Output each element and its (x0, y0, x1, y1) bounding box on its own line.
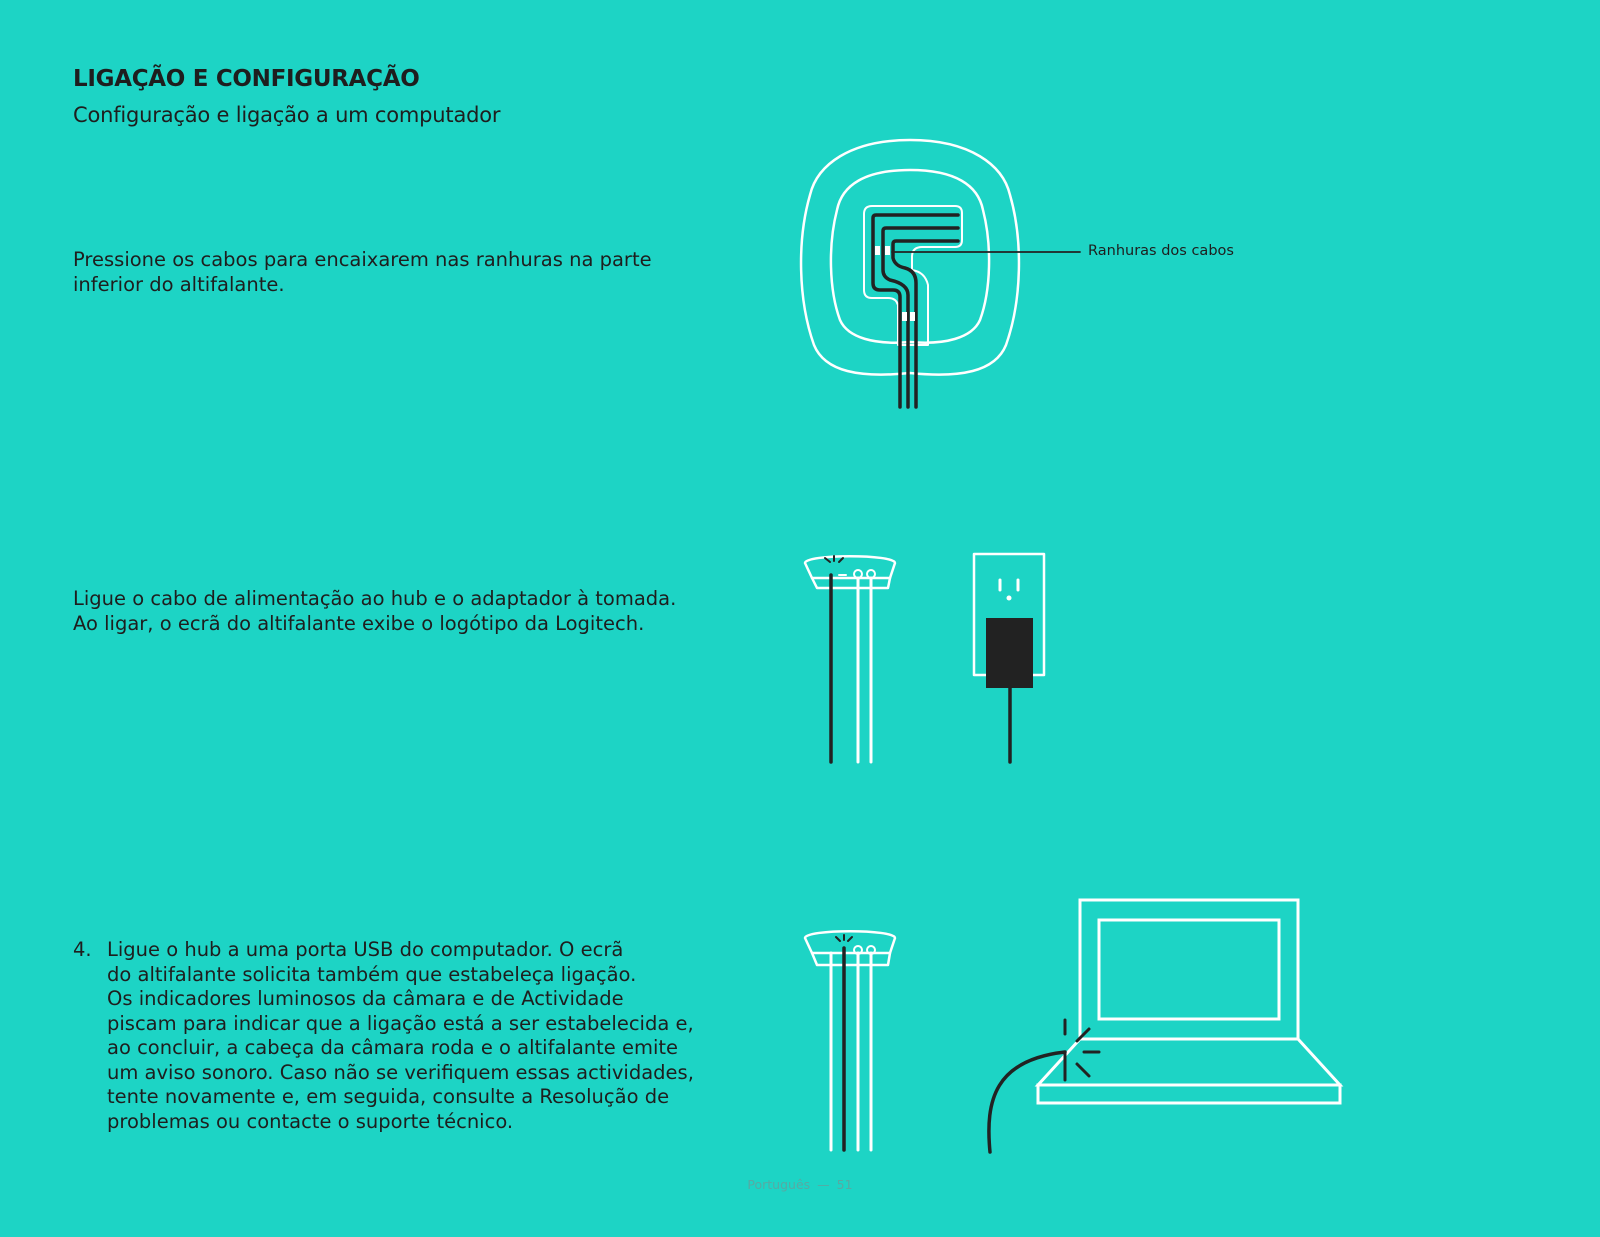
hub-usb-illustration (805, 931, 895, 1150)
step-1-line: inferior do altifalante. (73, 272, 285, 296)
step-2-line: Ao ligar, o ecrã do altifalante exibe o logótipo da Logitech. (73, 611, 645, 635)
cable-slot-marker (910, 312, 915, 321)
step-4-line: um aviso sonoro. Caso não se verifiquem essas actividades, (107, 1060, 694, 1084)
wall-outlet-illustration (974, 554, 1044, 762)
led-blink-icon (839, 558, 843, 562)
hub-base (812, 953, 890, 965)
speaker-underside-illustration (801, 140, 1080, 407)
cable-slots-callout: Ranhuras dos cabos (1088, 243, 1234, 259)
step-4-line: Os indicadores luminosos da câmara e de Actividade (107, 987, 624, 1010)
hub-illustration (805, 556, 895, 762)
led-blink-icon (836, 937, 840, 941)
step-4-line: ao concluir, a cabeça da câmara roda e o altifalante emite (107, 1036, 679, 1059)
laptop-display (1099, 920, 1279, 1019)
outlet-ground (1007, 596, 1012, 601)
led-blink-icon (825, 558, 830, 562)
cable-slot-marker (902, 312, 907, 321)
page-number: 51 (836, 1177, 853, 1192)
step-number: 4. (73, 938, 92, 961)
cable (893, 241, 958, 407)
laptop-base (1038, 1085, 1340, 1103)
step-4-line: piscam para indicar que a ligação está a ser estabelecida e, (107, 1011, 694, 1035)
led-blink-icon (848, 937, 852, 941)
power-adapter (986, 618, 1033, 688)
section-subtitle: Configuração e ligação a um computador (73, 103, 501, 127)
footer-separator: — (817, 1177, 830, 1192)
step-1-line: Pressione os cabos para encaixarem nas ranhuras na parte (73, 248, 652, 271)
hub-base (812, 578, 890, 588)
laptop-illustration (989, 900, 1340, 1152)
page-title: LIGAÇÃO E CONFIGURAÇÃO (73, 66, 420, 92)
step-4-line: Ligue o hub a uma porta USB do computador. O ecrã (107, 938, 624, 961)
hub-top (805, 556, 895, 578)
hub-top (805, 931, 895, 953)
footer-language: Português (747, 1177, 811, 1192)
page-footer (0, 1177, 1600, 1192)
cable-slot-marker (875, 246, 880, 255)
step-4-line: do altifalante solicita também que estabeleça ligação. (107, 962, 637, 986)
step-2-line: Ligue o cabo de alimentação ao hub e o adaptador à tomada. (73, 587, 677, 610)
step-4-line: tente novamente e, em seguida, consulte a Resolução de (107, 1085, 670, 1108)
cable-slot-marker (885, 246, 890, 255)
step-4-line: problemas ou contacte o suporte técnico. (107, 1109, 514, 1133)
connection-blink-icon (1077, 1064, 1089, 1076)
laptop-keyboard-deck (1038, 1039, 1340, 1085)
speaker-outer-shell (801, 140, 1019, 375)
